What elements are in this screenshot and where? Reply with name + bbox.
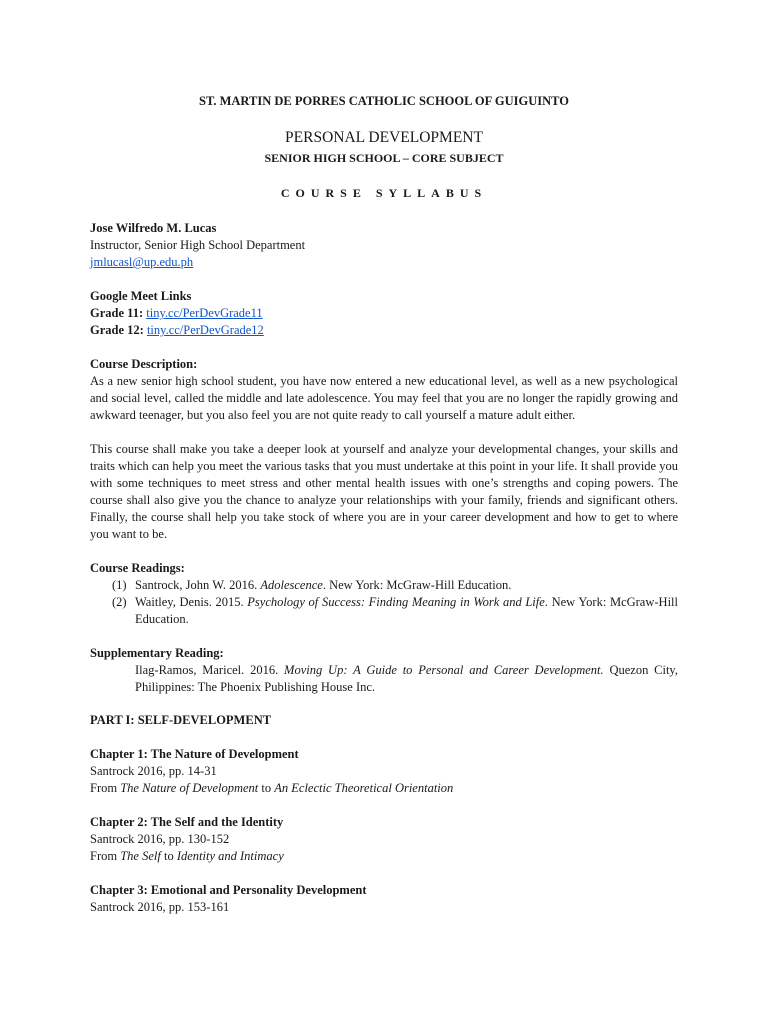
part-1-heading: PART I: SELF-DEVELOPMENT xyxy=(90,713,272,727)
school-name: ST. MARTIN DE PORRES CATHOLIC SCHOOL OF GUIGUINTO xyxy=(199,94,569,108)
range-to-text: to xyxy=(160,849,177,863)
reading-publisher: . New York: McGraw-Hill Education. xyxy=(135,595,678,626)
chapter-heading: Chapter 3: Emotional and Personality Development xyxy=(90,883,367,897)
supplementary-author: Ilag-Ramos, Maricel. 2016. xyxy=(135,663,285,677)
grade11-meet-link[interactable]: tiny.cc/PerDevGrade11 xyxy=(146,306,263,320)
reading-publisher: . New York: McGraw-Hill Education. xyxy=(322,578,512,592)
course-description-block xyxy=(90,356,678,543)
meet-links-heading: Google Meet Links xyxy=(90,289,192,303)
reading-citation: Santrock, John W. 2016. xyxy=(135,578,261,592)
chapter-range xyxy=(90,780,678,797)
chapter-pages: Santrock 2016, pp. 14-31 xyxy=(90,764,217,778)
course-readings-heading: Course Readings: xyxy=(90,561,185,575)
course-readings-block xyxy=(90,560,678,628)
range-end-topic: Identity and Intimacy xyxy=(176,849,284,863)
reading-citation: Waitley, Denis. 2015. xyxy=(135,595,248,609)
document-type: COURSE SYLLABUS xyxy=(280,186,488,200)
chapter-3-block xyxy=(90,882,678,916)
instructor-block xyxy=(90,220,678,271)
supplementary-publisher: Quezon City, Philippines: The Phoenix Publishing House Inc. xyxy=(135,663,678,694)
course-readings-list xyxy=(90,577,678,628)
course-subtitle: SENIOR HIGH SCHOOL – CORE SUBJECT xyxy=(264,151,504,165)
chapter-pages: Santrock 2016, pp. 153-161 xyxy=(90,900,230,914)
chapter-1-block xyxy=(90,746,678,797)
instructor-name: Jose Wilfredo M. Lucas xyxy=(90,221,217,235)
list-number: (1) xyxy=(112,578,127,592)
reading-title: Psychology of Success: Finding Meaning in Work and Life xyxy=(247,595,545,609)
chapter-2-block xyxy=(90,814,678,865)
document-body xyxy=(90,88,678,916)
course-description-heading: Course Description: xyxy=(90,357,198,371)
meet-links-block xyxy=(90,288,678,339)
course-description-paragraph-2: This course shall make you take a deeper look at yourself and analyze your developmental changes, your skills and traits which can help you meet the various tasks that you must undertake at this point in your life. It shall provide you with some techniques to meet stress and other mental health issues with one’s strengths and coping powers. The course shall also give you the chance to analyze your relationships with your family, friends and significant others. Finally, the course shall help you take stock of where you are in your career development and how to get to where you want to be. xyxy=(90,442,678,541)
supplementary-heading: Supplementary Reading: xyxy=(90,646,224,660)
range-to-text: to xyxy=(258,781,275,795)
course-title: PERSONAL DEVELOPMENT xyxy=(285,129,483,146)
reading-title: Adolescence xyxy=(260,578,323,592)
grade11-label: Grade 11: xyxy=(90,306,144,320)
chapter-range xyxy=(90,848,678,865)
grade12-meet-link[interactable]: tiny.cc/PerDevGrade12 xyxy=(146,323,264,337)
range-start-topic: The Nature of Development xyxy=(120,781,259,795)
chapter-heading: Chapter 1: The Nature of Development xyxy=(90,747,299,761)
list-number: (2) xyxy=(112,595,127,609)
course-description-paragraph-1: As a new senior high school student, you have now entered a new educational level, as well as a new psychological and social level, called the middle and late adolescence. You may feel that you are no longer the rapidly growing and awkward teenager, but you also feel you are not quite ready to call yourself a mature adult either. xyxy=(90,374,678,422)
supplementary-citation xyxy=(90,662,678,696)
range-from-text: From xyxy=(90,849,121,863)
range-end-topic: An Eclectic Theoretical Orientation xyxy=(274,781,454,795)
instructor-position: Instructor, Senior High School Department xyxy=(90,238,306,252)
chapter-heading: Chapter 2: The Self and the Identity xyxy=(90,815,284,829)
supplementary-title: Moving Up: A Guide to Personal and Career Development. xyxy=(284,663,604,677)
list-item xyxy=(90,577,678,594)
range-from-text: From xyxy=(90,781,121,795)
chapter-pages: Santrock 2016, pp. 130-152 xyxy=(90,832,230,846)
grade12-label: Grade 12: xyxy=(90,323,144,337)
list-item xyxy=(90,594,678,628)
range-start-topic: The Self xyxy=(120,849,161,863)
instructor-email-link[interactable]: jmlucasl@up.edu.ph xyxy=(90,255,194,269)
supplementary-reading-block xyxy=(90,645,678,696)
